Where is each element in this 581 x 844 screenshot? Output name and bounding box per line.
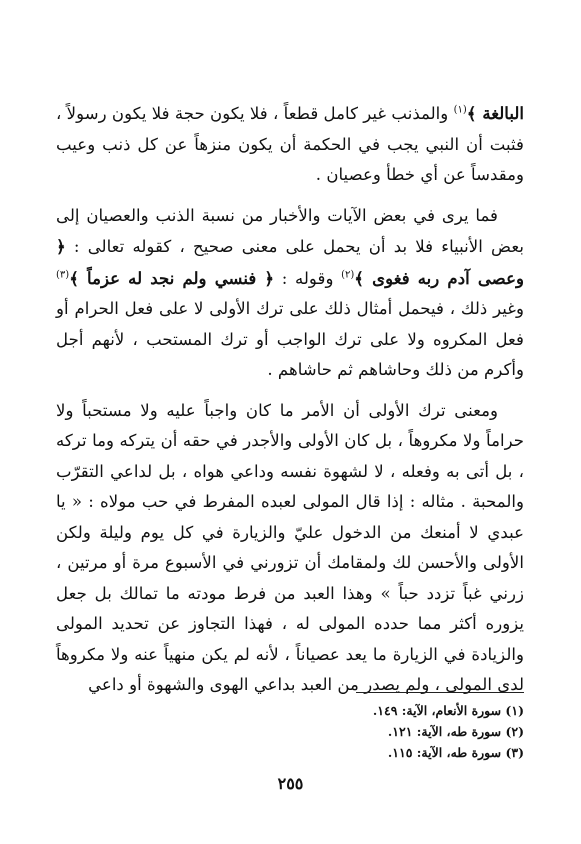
footnote-1: (١) سورة الأنعام، الآية: ١٤٩. bbox=[372, 703, 524, 718]
footnote-ref: (٣) bbox=[56, 268, 70, 280]
footnote-3: (٣) سورة طه، الآية: ١١٥. bbox=[387, 745, 524, 760]
paragraph bbox=[56, 396, 524, 701]
page-number: ٢٥٥ bbox=[277, 774, 304, 793]
footnote-divider bbox=[356, 692, 524, 693]
text-segment: وقوله : bbox=[274, 268, 342, 288]
quran-quote: ﴿ وعصى آدم ربه فغوى ﴾ bbox=[56, 236, 524, 288]
paragraph bbox=[56, 98, 524, 191]
main-text bbox=[56, 98, 524, 711]
footnote-2: (٢) سورة طه، الآية: ١٢١. bbox=[387, 724, 524, 739]
quran-quote: البالغة ﴾ bbox=[466, 103, 525, 123]
text-segment: والمذنب غير كامل قطعاً ، فلا يكون حجة فلا يكون رسولاً ، فثبت أن النبي يجب في الحكمة أن يكون منزهاً عن كل ذنب وعيب ومقدساً عن أي خطأ وعصيان . bbox=[56, 104, 524, 184]
footnote-ref: (١) bbox=[453, 104, 467, 116]
footnotes bbox=[224, 700, 524, 763]
quran-quote: ﴿ فنسي ولم نجد له عزماً ﴾ bbox=[69, 267, 275, 288]
text-segment: وغير ذلك ، فيحمل أمثال ذلك على ترك الأولى لا على فعل الحرام أو فعل المكروه ولا على ترك الواجب أو ترك المستحب ، لأنهم أجل وأكرم من ذلك وحاشاهم ثم حاشاهم . bbox=[56, 299, 524, 379]
text-segment: فما يرى في بعض الآيات والأخبار من نسبة الذنب والعصيان إلى بعض الأنبياء فلا بد أن يحمل على معنى صحيح ، كقوله تعالى : bbox=[56, 205, 524, 256]
footnote-ref: (٢) bbox=[341, 268, 355, 280]
paragraph bbox=[56, 201, 524, 386]
text-segment: ومعنى ترك الأولى أن الأمر ما كان واجباً عليه ولا مستحباً ولا حراماً ولا مكروهاً ، بل كان الأولى والأجدر في حقه أن يتركه وما تركه ، بل أتى به وفعله ، لا لشهوة نفسه وداعي هواه ، بل لداعي التقرّب والمحبة . مثاله : إذا قال المولى لعبده المفرط في حب مولاه : « يا عبدي لا أمنعك من الدخول عليّ والزيارة في كل يوم وليلة ولكن الأولى والأحسن لك ولمقامك أن تزورني في الأسبوع مرة أو مرتين ، زرني غباً تزدد حباً » وهذا العبد من فرط مودته ما تمالك بل جعل يزوره أكثر مما حدده المولى له ، فهذا التجاوز عن تحديد المولى والزيادة في الزيارة ما يعد عصياناً ، لأنه لم يكن منهياً عنه ولا مكروهاً لدى المولى ، ولم يصدر من العبد بداعي الهوى والشهوة أو داعي bbox=[56, 400, 524, 694]
